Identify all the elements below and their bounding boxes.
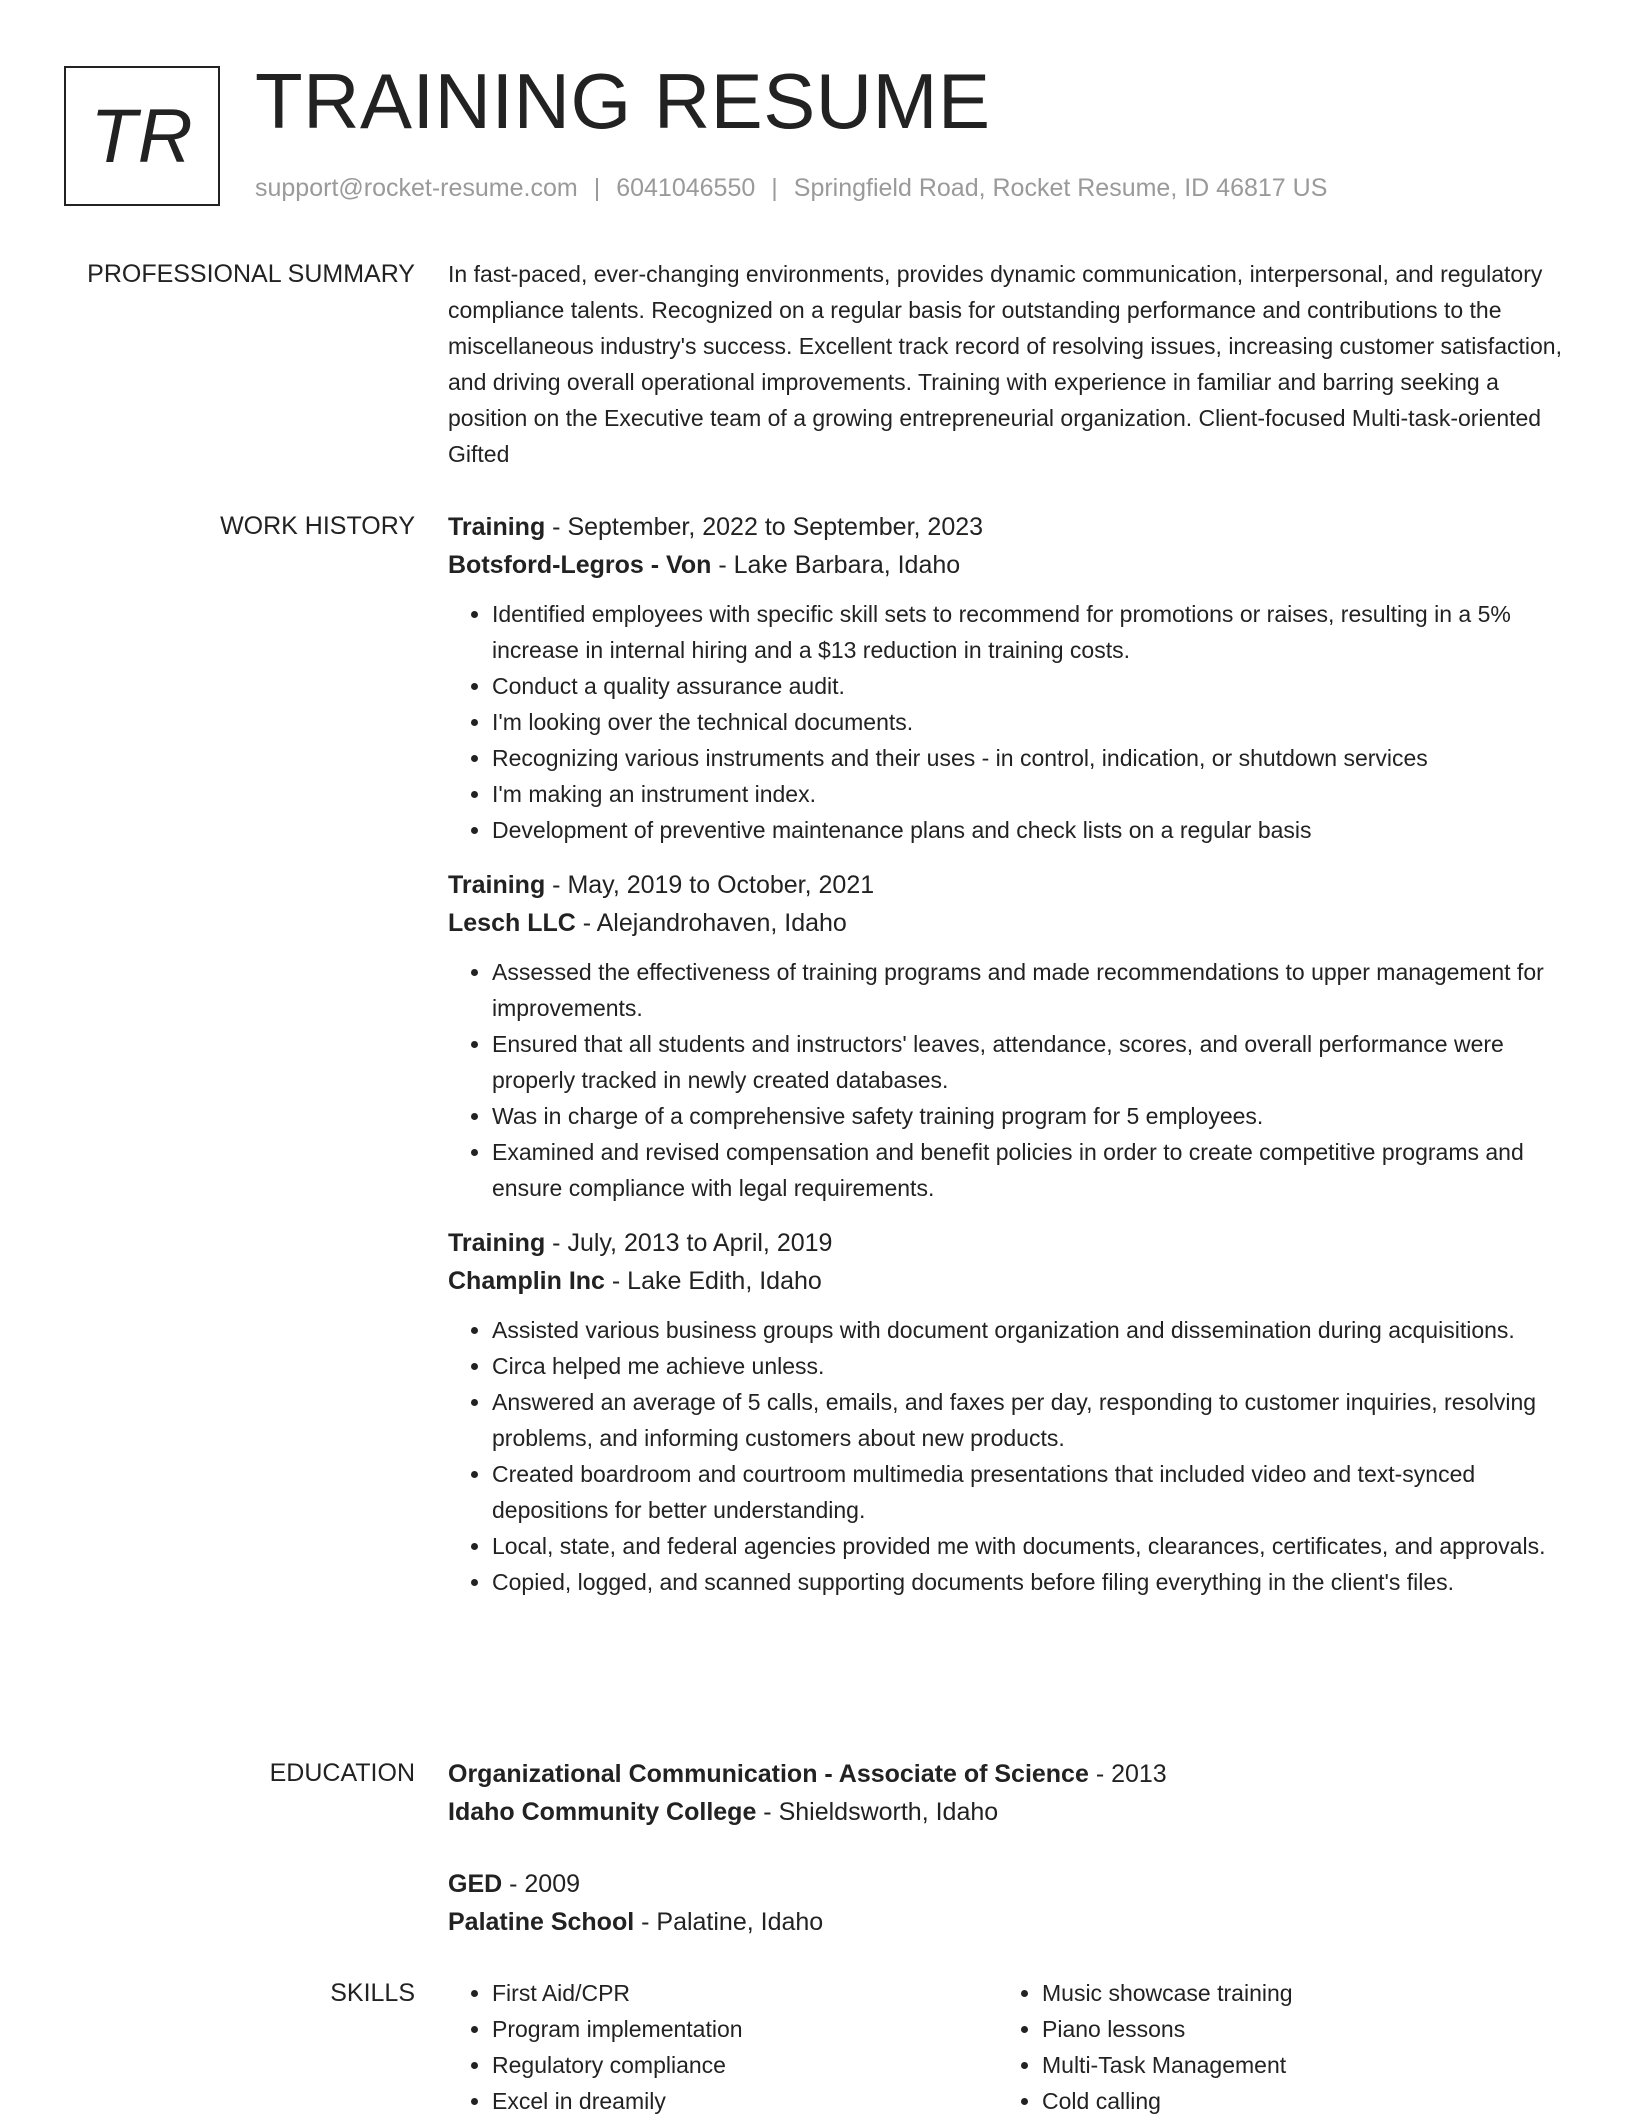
skill-item: • Piano lessons [1042,2011,1548,2047]
contact-separator: | [771,174,778,202]
job-company: Champlin Inc [448,1267,605,1295]
contact-phone: 6041046550 [616,174,756,202]
job-bullet-item: • Was in charge of a comprehensive safety training program for 5 employees. [492,1098,1573,1134]
skill-item: • Cold calling [1042,2083,1548,2119]
monogram-badge [64,66,220,206]
school-name: Idaho Community College [448,1798,757,1826]
degree-line [448,1755,1573,1793]
summary-label: PROFESSIONAL SUMMARY [87,260,415,288]
school-location: - Palatine, Idaho [634,1908,824,1936]
job-dates: - May, 2019 to October, 2021 [545,871,875,899]
job-bullet-item: • Answered an average of 5 calls, emails, and faxes per day, responding to customer inquiries, resolving problems, and informing customers about new products. [492,1384,1573,1456]
job-company: Lesch LLC [448,909,576,937]
education-entry [448,1755,1573,1831]
contact-separator: | [593,174,601,202]
degree-year: - 2009 [502,1870,581,1898]
skill-item: • Multi-Task Management [1042,2047,1548,2083]
job-bullet-item: • Examined and revised compensation and benefit policies in order to create competitive programs and ensure compliance with legal requirements. [492,1134,1573,1206]
job-title: Training [448,513,546,541]
resume-name: TRAINING RESUME [255,57,991,145]
contact-line [255,174,1327,203]
job-bullets [448,596,1573,848]
skill-item: • Program implementation [492,2011,998,2047]
contact-address: Springfield Road, Rocket Resume, ID 46817 US [793,174,1328,202]
job-bullets [448,954,1573,1206]
job-bullet-item: • Identified employees with specific skill sets to recommend for promotions or raises, resulting in a 5% increase in internal hiring and a $13 reduction in training costs. [492,596,1573,668]
school-location: - Shieldsworth, Idaho [756,1798,999,1826]
skills-list-right [998,1975,1548,2119]
job-title-line [448,1224,1573,1262]
job-entry [448,1224,1573,1600]
job-bullets [448,1312,1573,1600]
education-label: EDUCATION [269,1759,415,1787]
education-entry [448,1865,1573,1941]
job-entry [448,508,1573,848]
job-bullet-item: • Copied, logged, and scanned supporting documents before filing everything in the client's files. [492,1564,1573,1600]
job-title: Training [448,871,546,899]
skills-list-left [448,1975,998,2119]
school-line [448,1793,1573,1831]
job-bullet-item: • I'm making an instrument index. [492,776,1573,812]
work-history-label: WORK HISTORY [220,512,415,540]
degree-name: GED [448,1870,503,1898]
job-title-line [448,508,1573,546]
job-dates: - July, 2013 to April, 2019 [545,1229,833,1257]
job-bullet-item: • Conduct a quality assurance audit. [492,668,1573,704]
job-bullet-item: • Circa helped me achieve unless. [492,1348,1573,1384]
school-line [448,1903,1573,1941]
job-title-line [448,866,1573,904]
job-company-line [448,546,1573,584]
degree-line [448,1865,1573,1903]
skills-label: SKILLS [330,1979,415,2007]
job-company: Botsford-Legros - Von [448,551,712,579]
job-location: - Alejandrohaven, Idaho [575,909,847,937]
skill-item: • Music showcase training [1042,1975,1548,2011]
job-location: - Lake Edith, Idaho [604,1267,822,1295]
job-bullet-item: • I'm looking over the technical documents. [492,704,1573,740]
job-company-line [448,904,1573,942]
job-location: - Lake Barbara, Idaho [711,551,961,579]
job-bullet-item: • Development of preventive maintenance plans and check lists on a regular basis [492,812,1573,848]
summary-text: In fast-paced, ever-changing environments, provides dynamic communication, interpersonal, and regulatory compliance talents. Recognized on a regular basis for outstanding performance and contributions to the miscellaneous industry's success. Excellent track record of resolving issues, increasing customer satisfaction, and driving overall operational improvements. Training with experience in familiar and barring seeking a position on the Executive team of a growing entrepreneurial organization. Client-focused Multi-task-oriented Gifted [448,261,1562,467]
job-entry [448,866,1573,1206]
skill-item: • First Aid/CPR [492,1975,998,2011]
job-title: Training [448,1229,546,1257]
job-bullet-item: • Ensured that all students and instructors' leaves, attendance, scores, and overall performance were properly tracked in newly created databases. [492,1026,1573,1098]
job-bullet-item: • Assisted various business groups with document organization and dissemination during acquisitions. [492,1312,1573,1348]
job-bullet-item: • Recognizing various instruments and their uses - in control, indication, or shutdown services [492,740,1573,776]
skill-item: • Excel in dreamily [492,2083,998,2119]
monogram-text: TR [90,93,194,179]
degree-year: - 2013 [1088,1760,1167,1788]
job-company-line [448,1262,1573,1300]
job-bullet-item: • Assessed the effectiveness of training programs and made recommendations to upper management for improvements. [492,954,1573,1026]
contact-email: support@rocket-resume.com [255,174,578,202]
skill-item: • Regulatory compliance [492,2047,998,2083]
job-bullet-item: • Local, state, and federal agencies provided me with documents, clearances, certificates, and approvals. [492,1528,1573,1564]
job-dates: - September, 2022 to September, 2023 [545,513,984,541]
school-name: Palatine School [448,1908,635,1936]
job-bullet-item: • Created boardroom and courtroom multimedia presentations that included video and text-synced depositions for better understanding. [492,1456,1573,1528]
degree-name: Organizational Communication - Associate of Science [448,1760,1089,1788]
